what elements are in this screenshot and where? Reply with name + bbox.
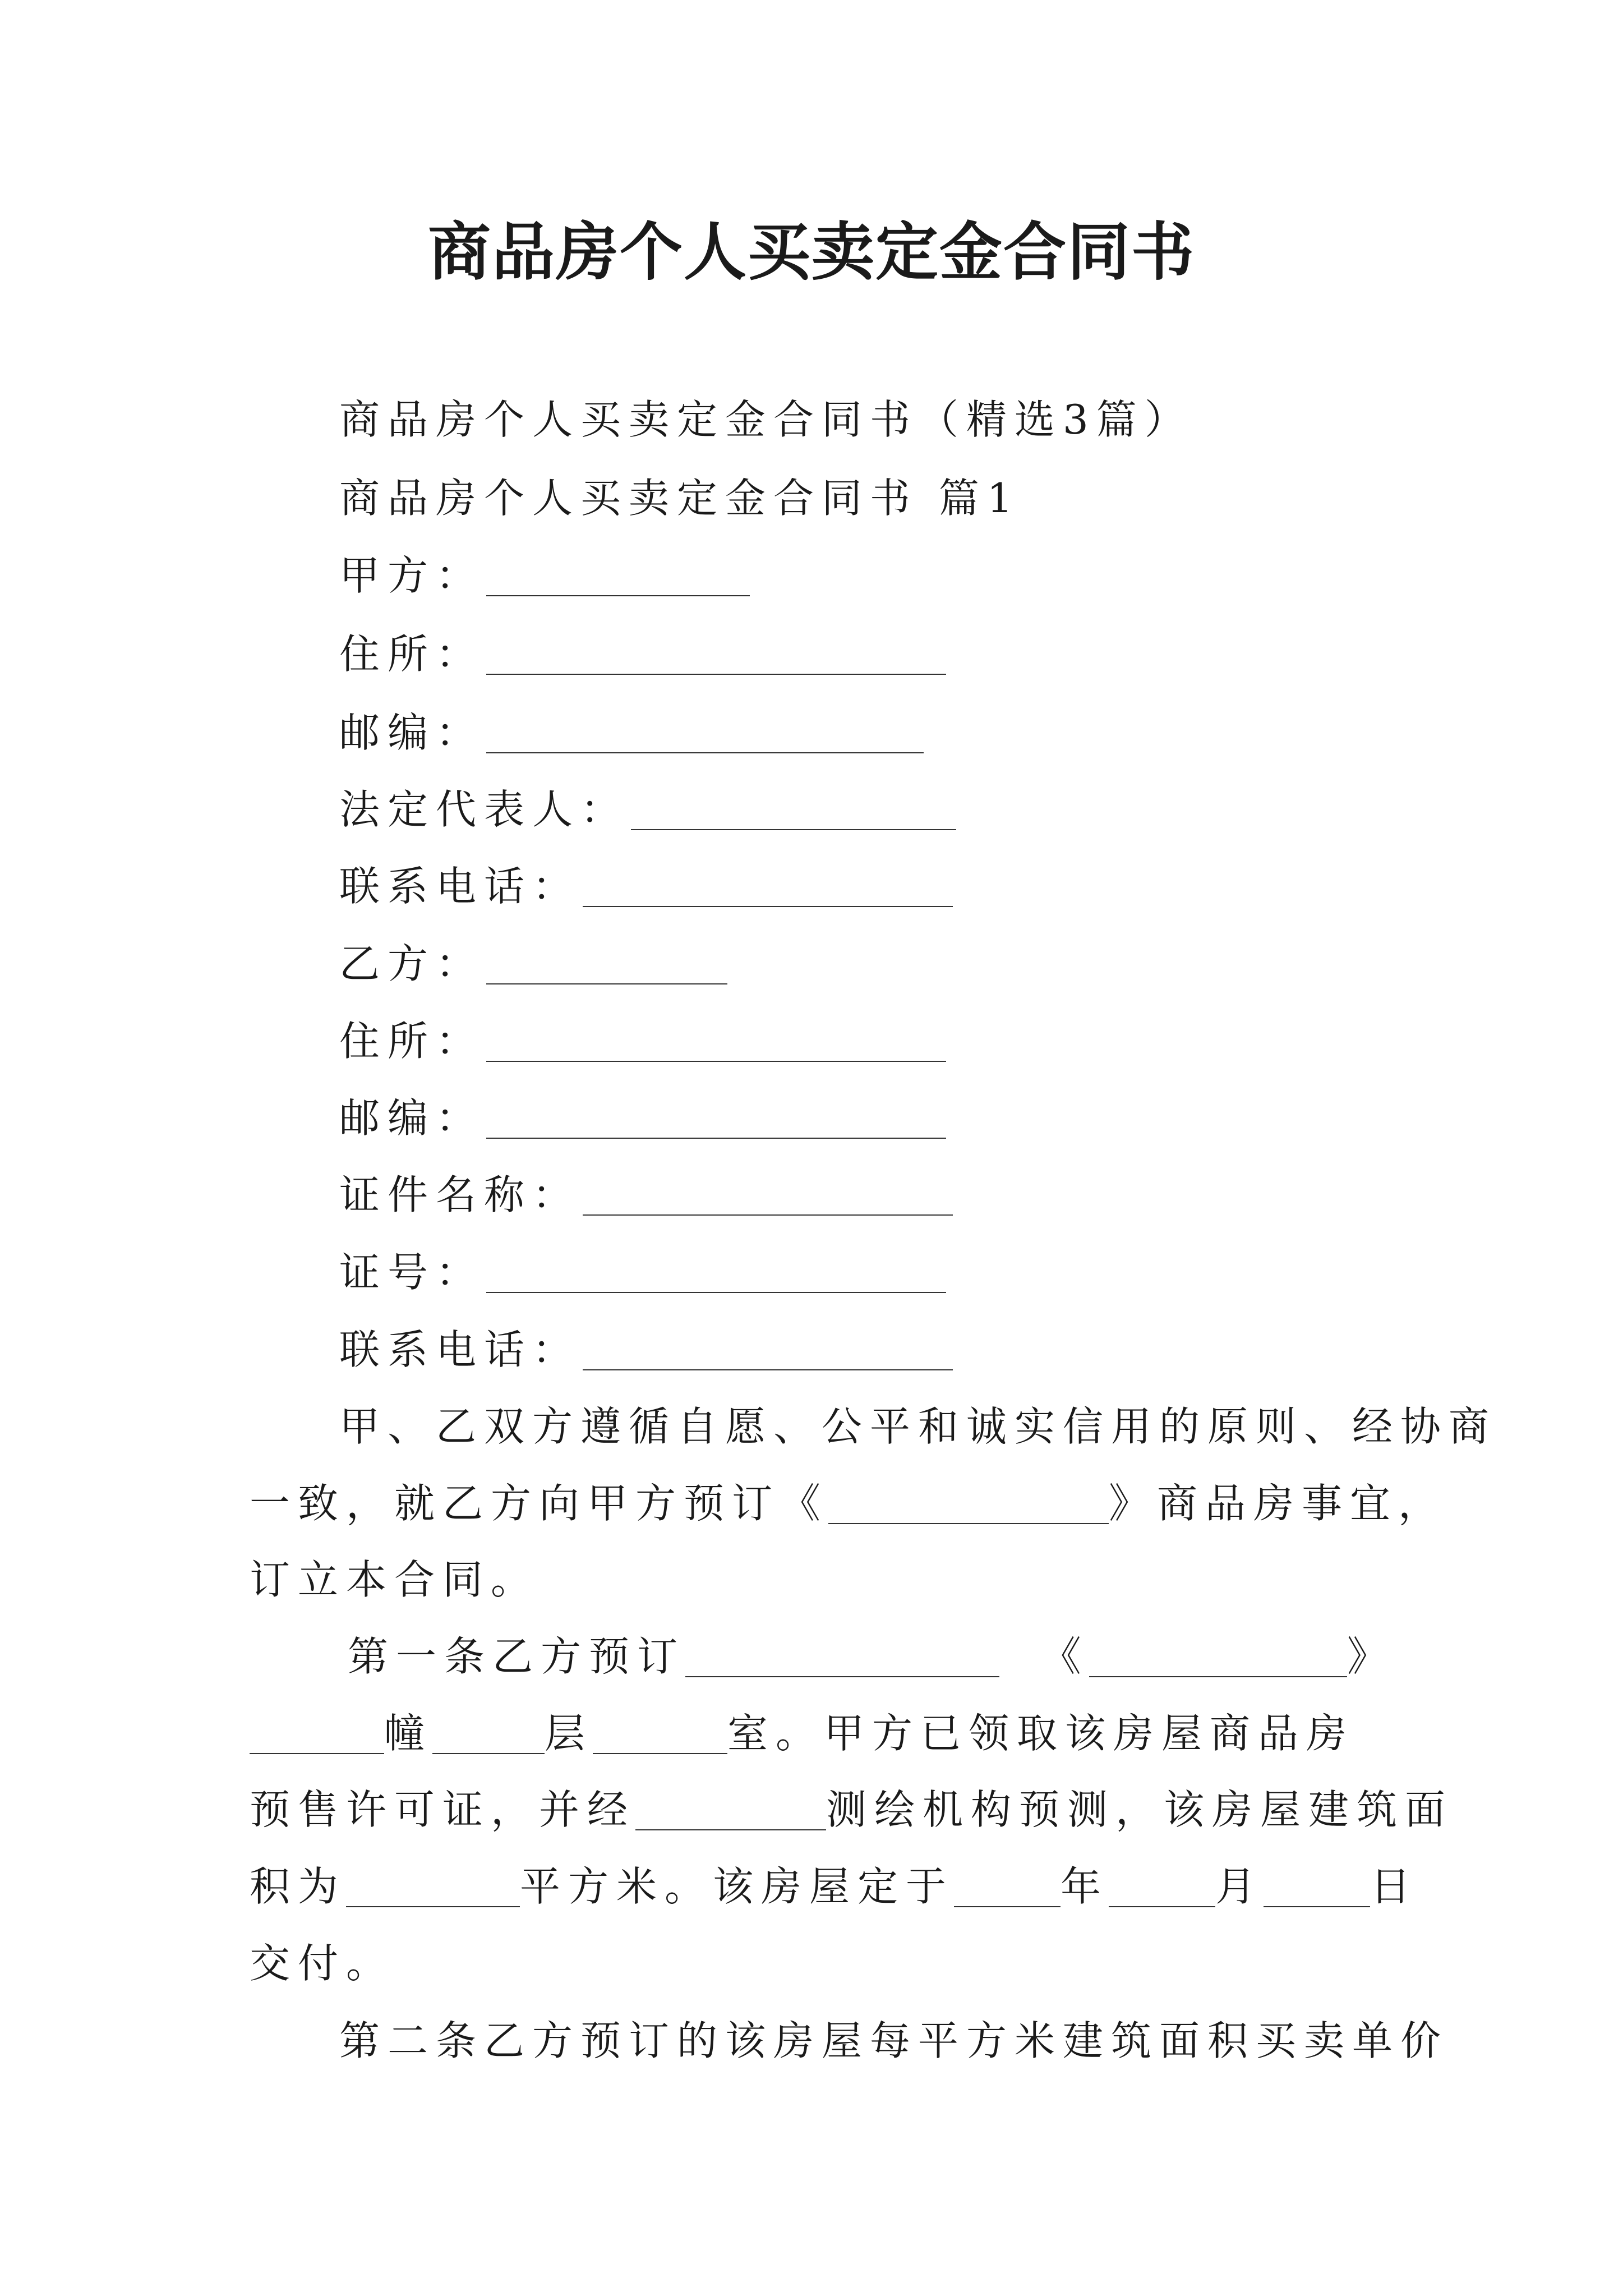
party-a-address-label: 住所： [339, 631, 485, 678]
party-b-label: 乙方： [339, 940, 485, 987]
party-b-phone-row [339, 1317, 953, 1375]
party-b-address-row [339, 1009, 946, 1067]
art1-b: 《 [1040, 1633, 1089, 1680]
party-a-phone-label: 联系电话： [339, 863, 581, 910]
art1-i: 积为 [250, 1863, 347, 1910]
party-a-legal-rep-label: 法定代表人： [339, 786, 629, 833]
party-a-phone-row [339, 854, 953, 912]
art1-blank-2 [1089, 1676, 1347, 1677]
art1-g: 预售许可证，并经 [250, 1786, 636, 1833]
party-a-phone-blank [583, 906, 953, 907]
art1-l: 月 [1215, 1863, 1264, 1910]
area-blank [346, 1906, 520, 1907]
art1-line-2 [250, 1701, 1354, 1759]
party-b-address-label: 住所： [339, 1018, 485, 1065]
art1-d: 幢 [384, 1710, 433, 1757]
party-a-label: 甲方： [339, 552, 485, 599]
party-b-id-type-label: 证件名称： [339, 1171, 581, 1218]
party-b-phone-blank [583, 1369, 953, 1370]
party-b-blank [486, 983, 727, 984]
survey-agency-blank [635, 1829, 826, 1830]
party-b-postcode-label: 邮编： [339, 1094, 485, 1142]
art1-j: 平方米。该房屋定于 [520, 1863, 955, 1910]
party-b-id-no-row [339, 1240, 946, 1298]
art1-blank-1 [685, 1676, 999, 1677]
building-blank [250, 1753, 384, 1754]
intro-line-2a: 一致，就乙方向甲方预订《 [250, 1480, 829, 1527]
art1-line-5: 交付。 [250, 1940, 395, 1987]
party-b-id-type-blank [583, 1214, 953, 1216]
party-a-postcode-blank [486, 752, 924, 753]
subtitle: 商品房个人买卖定金合同书（精选3篇） [339, 396, 1193, 443]
room-blank [593, 1753, 727, 1754]
party-a-address-row [339, 622, 946, 680]
art1-line-4 [250, 1854, 1418, 1912]
section-heading: 商品房个人买卖定金合同书 篇1 [339, 475, 1021, 522]
party-b-id-no-blank [486, 1292, 946, 1293]
art1-line-3 [250, 1777, 1453, 1835]
art1-line-1 [348, 1624, 1395, 1682]
party-a-legal-rep-blank [631, 829, 956, 830]
art1-k: 年 [1061, 1863, 1109, 1910]
floor-blank [432, 1753, 545, 1754]
party-a-postcode-row [339, 700, 924, 758]
art1-m: 日 [1370, 1863, 1419, 1910]
intro-line-1: 甲、乙双方遵循自愿、公平和诚实信用的原则、经协商 [339, 1403, 1497, 1450]
party-b-id-type-row [339, 1162, 953, 1221]
art1-c: 》 [1347, 1633, 1395, 1680]
art1-f: 室。甲方已领取该房屋商品房 [727, 1710, 1355, 1757]
year-blank [954, 1906, 1061, 1907]
party-a-row [339, 543, 750, 601]
intro-line-3: 订立本合同。 [250, 1556, 540, 1603]
document-title: 商品房个人买卖定金合同书 [428, 216, 1195, 289]
party-b-postcode-blank [486, 1138, 946, 1139]
month-blank [1109, 1906, 1215, 1907]
intro-line-2b: 》商品房事宜， [1109, 1480, 1447, 1527]
art1-e: 层 [545, 1710, 593, 1757]
party-a-address-blank [486, 674, 946, 675]
party-a-blank [486, 595, 750, 596]
party-a-postcode-label: 邮编： [339, 709, 485, 756]
art1-h: 测绘机构预测，该房屋建筑面 [826, 1786, 1454, 1833]
party-b-row [339, 931, 727, 990]
party-a-legal-rep-row [339, 777, 956, 835]
party-b-id-no-label: 证号： [339, 1249, 485, 1296]
art1-a: 第一条乙方预订 [348, 1633, 686, 1680]
intro-line-2 [250, 1471, 1446, 1529]
party-b-phone-label: 联系电话： [339, 1326, 581, 1373]
day-blank [1264, 1906, 1370, 1907]
project-name-blank [828, 1523, 1109, 1524]
party-b-address-blank [486, 1061, 946, 1062]
party-b-postcode-row [339, 1085, 946, 1144]
art2-line-1: 第二条乙方预订的该房屋每平方米建筑面积买卖单价 [339, 2017, 1449, 2064]
